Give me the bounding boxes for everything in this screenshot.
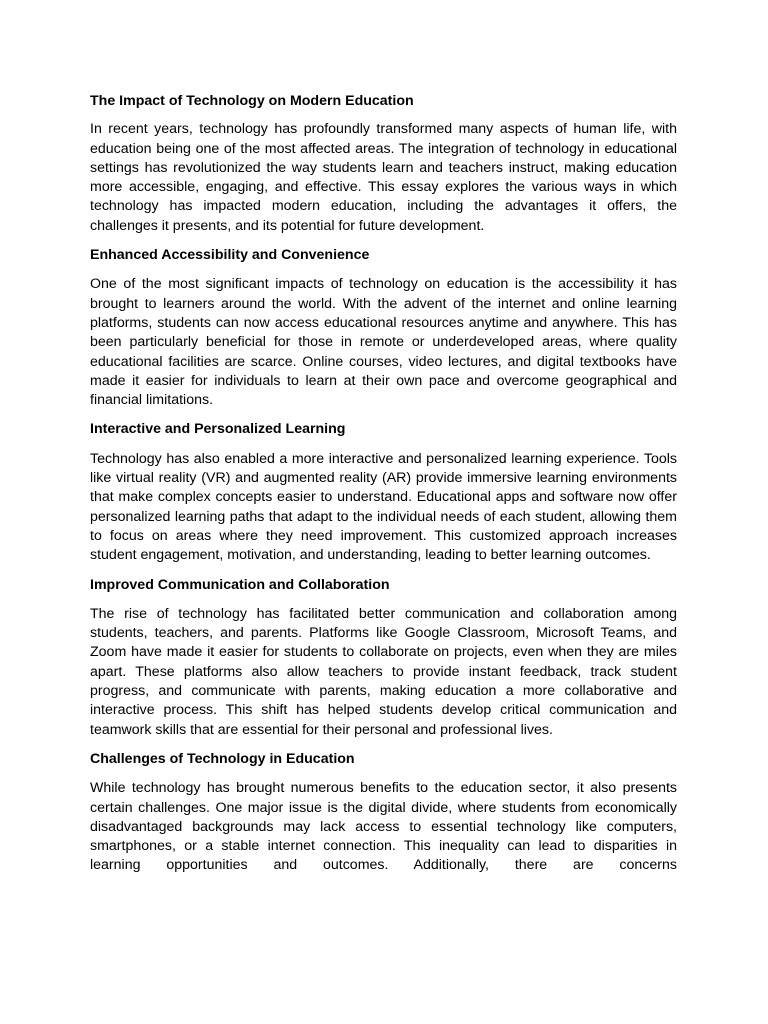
section-heading-challenges: Challenges of Technology in Education xyxy=(90,750,355,767)
section-heading-communication: Improved Communication and Collaboration xyxy=(90,576,390,593)
section-body-challenges: While technology has brought numerous benefits to the education sector, it also presents certain challenges. One major issue is the digital divide, where students from economically disadvantaged backgrounds may lack access to essential technology like computers, smartphones, or a stable internet connection. This inequality can lead to disparities in learning opportunities and outcomes. Additionally, there are concerns xyxy=(90,780,677,874)
section-heading-accessibility: Enhanced Accessibility and Convenience xyxy=(90,247,370,264)
section-body-communication: The rise of technology has facilitated better communication and collaboration among students, teachers, and parents. Platforms like Google Classroom, Microsoft Teams, and Zoom have made it easier for students to collaborate on projects, even when they are miles apart. These platforms also allow teachers to provide instant feedback, track student progress, and communicate with parents, making education a more collaborative and interactive process. This shift has helped students develop critical communication and teamwork skills that are essential for their personal and professional lives. xyxy=(90,605,677,738)
section-body-interactive-learning: Technology has also enabled a more interactive and personalized learning experience. Tools like virtual reality (VR) and augmented reality (AR) provide immersive learning environments that make complex concepts easier to understand. Educational apps and software now offer personalized learning paths that adapt to the individual needs of each student, allowing them to focus on areas where they need improvement. This customized approach increases student engagement, motivation, and understanding, leading to better learning outcomes. xyxy=(90,450,677,564)
document-title: The Impact of Technology on Modern Education xyxy=(90,93,414,109)
document-page xyxy=(90,92,677,876)
intro-paragraph: In recent years, technology has profoundly transformed many aspects of human life, with education being one of the most affected areas. The integration of technology in educational settings has revolutionized the way students learn and teachers instruct, making education more accessible, engaging, and effective. This essay explores the various ways in which technology has impacted modern education, including the advantages it offers, the challenges it presents, and its potential for future development. xyxy=(90,121,677,234)
section-body-accessibility: One of the most significant impacts of technology on education is the accessibility it has brought to learners around the world. With the advent of the internet and online learning platforms, students can now access educational resources anytime and anywhere. This has been particularly beneficial for those in remote or underdeveloped areas, where quality educational facilities are scarce. Online courses, video lectures, and digital textbooks have made it easier for individuals to learn at their own pace and overcome geographical and financial limitations. xyxy=(90,276,677,409)
section-heading-interactive-learning: Interactive and Personalized Learning xyxy=(90,421,346,438)
